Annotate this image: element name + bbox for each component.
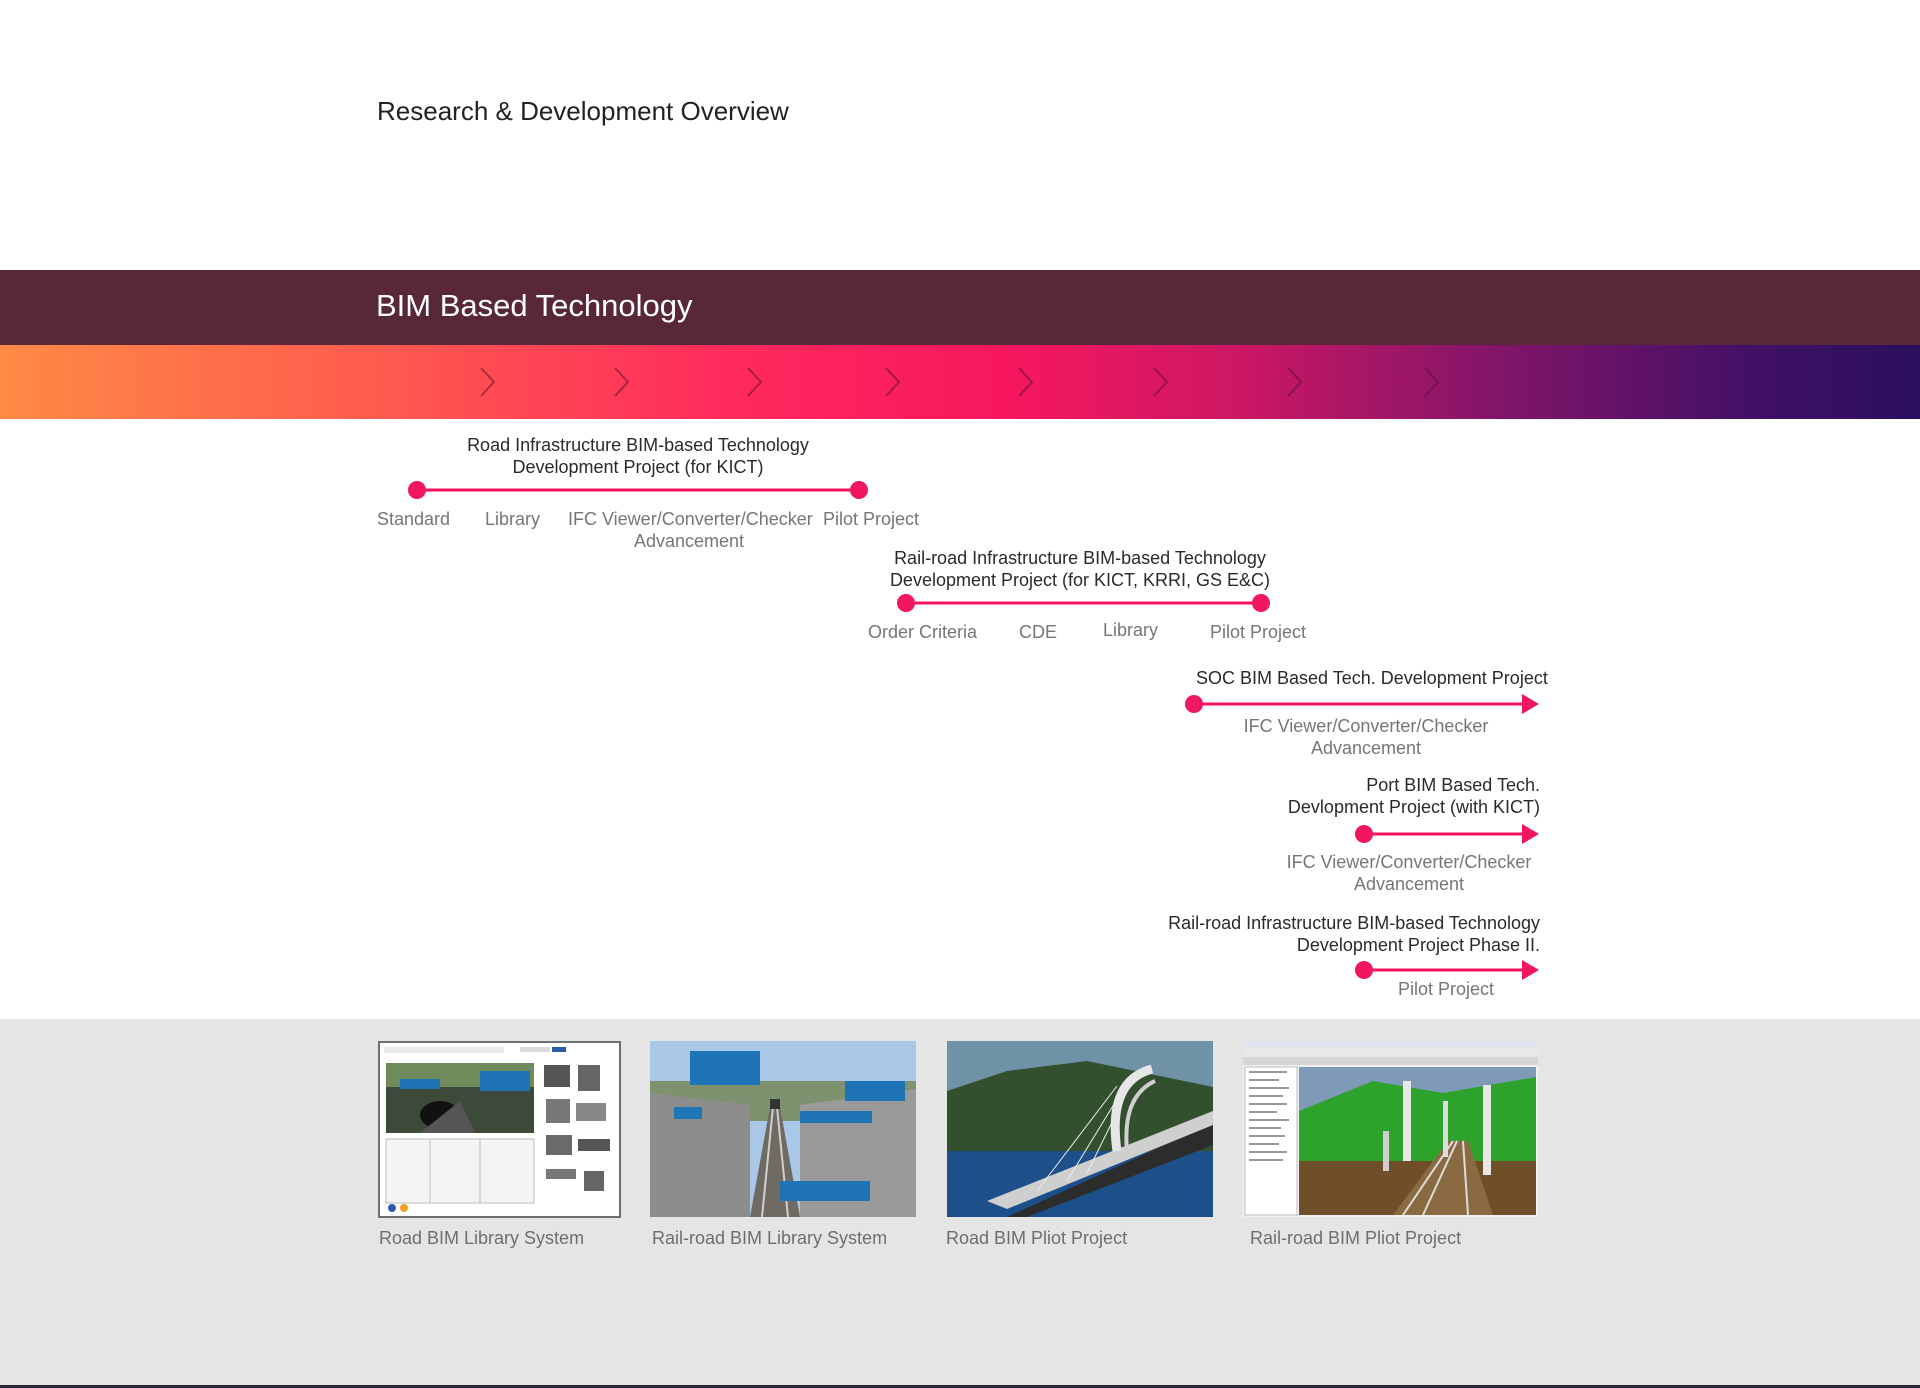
chevron-right-icon bbox=[1019, 368, 1032, 396]
project-2-label-order-criteria: Order Criteria bbox=[868, 622, 978, 642]
road-library-screenshot-icon bbox=[380, 1043, 619, 1216]
project-5-title-line: Rail-road Infrastructure BIM-based Technology bbox=[1168, 913, 1540, 933]
project-4-title-line: Port BIM Based Tech. bbox=[1366, 775, 1540, 795]
project-4-label-ifc-line: Advancement bbox=[1353, 874, 1465, 894]
project-1-title bbox=[438, 434, 838, 478]
project-5-title-line: Development Project Phase II. bbox=[1296, 935, 1540, 955]
project-2-end-dot bbox=[1252, 594, 1270, 612]
page-title: Research & Development Overview bbox=[377, 96, 789, 126]
project-4-start-dot bbox=[1355, 825, 1373, 843]
railroad-library-screenshot-icon bbox=[650, 1041, 916, 1217]
project-1-end-dot bbox=[850, 481, 868, 499]
chevron-right-icon bbox=[748, 368, 761, 396]
gallery-caption: Road BIM Pliot Project bbox=[946, 1228, 1128, 1248]
project-1-title-line: Road Infrastructure BIM-based Technology bbox=[467, 435, 809, 455]
project-2-label-pilot: Pilot Project bbox=[1210, 622, 1307, 642]
gallery-caption: Rail-road BIM Library System bbox=[652, 1228, 888, 1248]
project-1-label-standard: Standard bbox=[377, 509, 451, 529]
section-banner bbox=[0, 270, 1920, 345]
project-3-title: SOC BIM Based Tech. Development Project bbox=[1196, 668, 1548, 688]
project-2-label-library: Library bbox=[1103, 620, 1159, 640]
project-4-title-line: Devlopment Project (with KICT) bbox=[1287, 797, 1540, 817]
chevron-right-icon bbox=[615, 368, 628, 396]
project-1-start-dot bbox=[408, 481, 426, 499]
project-2-start-dot bbox=[897, 594, 915, 612]
project-5-arrow-icon bbox=[1522, 960, 1539, 980]
gallery-caption: Rail-road BIM Pliot Project bbox=[1250, 1228, 1462, 1248]
project-1-label-ifc bbox=[568, 508, 813, 552]
gallery-image-road-library[interactable] bbox=[378, 1041, 621, 1218]
chevron-right-icon bbox=[1154, 368, 1167, 396]
project-2-title-line: Development Project (for KICT, KRRI, GS E&C) bbox=[889, 570, 1271, 590]
chevron-right-icon bbox=[1425, 368, 1438, 396]
project-2-title-line: Rail-road Infrastructure BIM-based Technology bbox=[894, 548, 1266, 568]
gallery-caption: Road BIM Library System bbox=[379, 1228, 585, 1248]
project-3-arrow-icon bbox=[1522, 694, 1539, 714]
project-3-label-ifc-line: IFC Viewer/Converter/Checker bbox=[1243, 716, 1489, 736]
gallery-image-road-pilot[interactable] bbox=[947, 1041, 1213, 1217]
project-1-title-line: Development Project (for KICT) bbox=[512, 457, 764, 477]
project-1-label-pilot: Pilot Project bbox=[823, 509, 920, 529]
road-pilot-render-icon bbox=[947, 1041, 1213, 1217]
chevron-right-icon bbox=[1288, 368, 1301, 396]
project-4-label-ifc-line: IFC Viewer/Converter/Checker bbox=[1286, 852, 1532, 872]
chevron-right-icon bbox=[481, 368, 494, 396]
project-2-label-cde: CDE bbox=[1019, 622, 1058, 642]
project-3-start-dot bbox=[1185, 695, 1203, 713]
chevron-right-icon bbox=[886, 368, 899, 396]
project-1-label-ifc-line: IFC Viewer/Converter/Checker bbox=[568, 509, 813, 529]
railroad-pilot-software-icon bbox=[1243, 1041, 1538, 1217]
project-5-label-pilot: Pilot Project bbox=[1398, 979, 1495, 999]
project-5-title bbox=[1100, 912, 1540, 956]
project-1-label-library: Library bbox=[485, 509, 541, 529]
gallery-image-railroad-pilot[interactable] bbox=[1243, 1041, 1538, 1217]
project-4-title bbox=[1220, 774, 1540, 818]
project-4-label-ifc bbox=[1259, 851, 1559, 895]
project-5-start-dot bbox=[1355, 961, 1373, 979]
section-title: BIM Based Technology bbox=[376, 288, 693, 323]
project-3-label-ifc-line: Advancement bbox=[1310, 738, 1422, 758]
project-2-title bbox=[880, 547, 1280, 591]
project-4-arrow-icon bbox=[1522, 824, 1539, 844]
gallery-image-railroad-library[interactable] bbox=[650, 1041, 916, 1217]
timeline-chevrons bbox=[0, 345, 1920, 419]
project-1-label-ifc-line: Advancement bbox=[633, 531, 745, 551]
project-3-label-ifc bbox=[1216, 715, 1516, 759]
